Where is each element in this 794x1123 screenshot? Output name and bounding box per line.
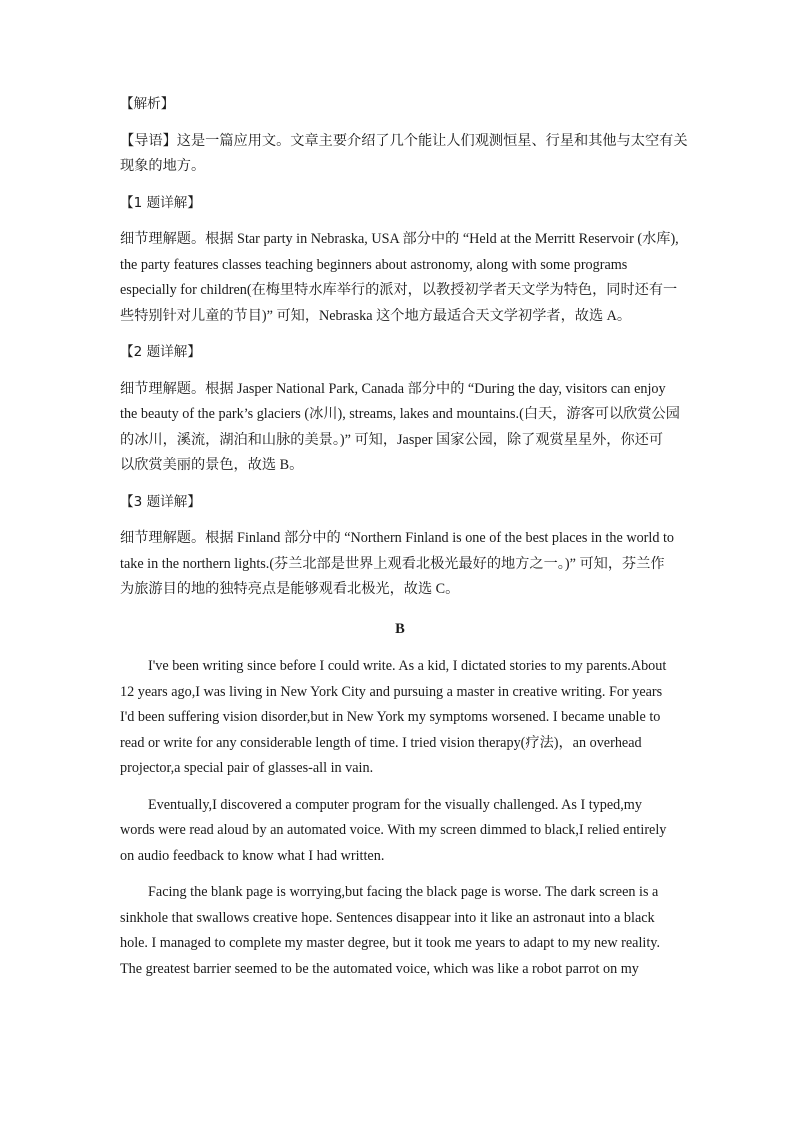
question-2-explanation [120,377,680,479]
explanation-line: the beauty of the park’s glaciers (冰川), streams, lakes and mountains.(白天，游客可以欣赏公园 [120,406,680,422]
page-content [120,92,688,993]
explanation-line: 些特别针对儿童的节目)” 可知，Nebraska 这个地方最适合天文学初学者，故选 A。 [120,307,632,324]
passage-line: The greatest barrier seemed to be the automated voice, which was like a robot parrot on my [120,960,639,977]
passage-line: read or write for any considerable length of time. I tried vision therapy(疗法)，an overhead [120,734,642,751]
question-1-heading: 【1 题详解】 [120,194,201,211]
passage-line: sinkhole that swallows creative hope. Sentences disappear into it like an astronaut into a black [120,909,655,926]
explanation-line: 以欣赏美丽的景色，故选 B。 [120,457,304,473]
intro-paragraph [120,129,688,180]
question-3-explanation [120,526,680,603]
explanation-line: the party features classes teaching beginners about astronomy, along with some programs [120,256,628,273]
question-3-heading: 【3 题详解】 [120,493,201,510]
explanation-line: 细节理解题。根据 Star party in Nebraska, USA 部分中的 “Held at the Merritt Reservoir (水库), [120,231,679,247]
passage-paragraph-3 [120,880,680,982]
explanation-line: especially for children(在梅里特水库举行的派对，以教授初学者天文学为特色，同时还有一 [120,282,678,298]
section-b-title: B [395,620,405,637]
intro-line: 现象的地方。 [120,158,206,174]
passage-line: I've been writing since before I could write. As a kid, I dictated stories to my parents.About [148,658,667,674]
passage-line: on audio feedback to know what I had written. [120,847,385,864]
explanation-line: take in the northern lights.(芬兰北部是世界上观看北极光最好的地方之一。)” 可知，芬兰作 [120,555,665,572]
question-2-heading: 【2 题详解】 [120,344,201,360]
explanation-line: 的冰川，溪流，湖泊和山脉的美景。)” 可知，Jasper 国家公园，除了观赏星星外，你还可 [120,431,664,448]
passage-line: I'd been suffering vision disorder,but in New York my symptoms worsened. I became unable to [120,709,661,725]
explanation-line: 细节理解题。根据 Jasper National Park, Canada 部分中的 “During the day, visitors can enjoy [120,380,666,397]
passage-line: Eventually,I discovered a computer program for the visually challenged. As I typed,my [148,796,642,813]
passage-line: words were read aloud by an automated voice. With my screen dimmed to black,I relied entirely [120,822,667,838]
question-1-explanation [120,227,680,329]
intro-line: 【导语】这是一篇应用文。文章主要介绍了几个能让人们观测恒星、行星和其他与太空有关 [120,132,688,149]
analysis-heading: 【解析】 [120,96,175,112]
passage-line: Facing the blank page is worrying,but facing the black page is worse. The dark screen is a [148,884,659,900]
passage-line: 12 years ago,I was living in New York City and pursuing a master in creative writing. For years [120,683,663,700]
explanation-line: 细节理解题。根据 Finland 部分中的 “Northern Finland is one of the best places in the world to [120,530,675,546]
passage-paragraph-1 [120,654,680,782]
explanation-line: 为旅游目的地的独特亮点是能够观看北极光，故选 C。 [120,581,460,597]
passage-line: projector,a special pair of glasses-all in vain. [120,760,374,776]
passage-line: hole. I managed to complete my master degree, but it took me years to adapt to my new reality. [120,935,661,951]
passage-paragraph-2 [120,793,680,870]
